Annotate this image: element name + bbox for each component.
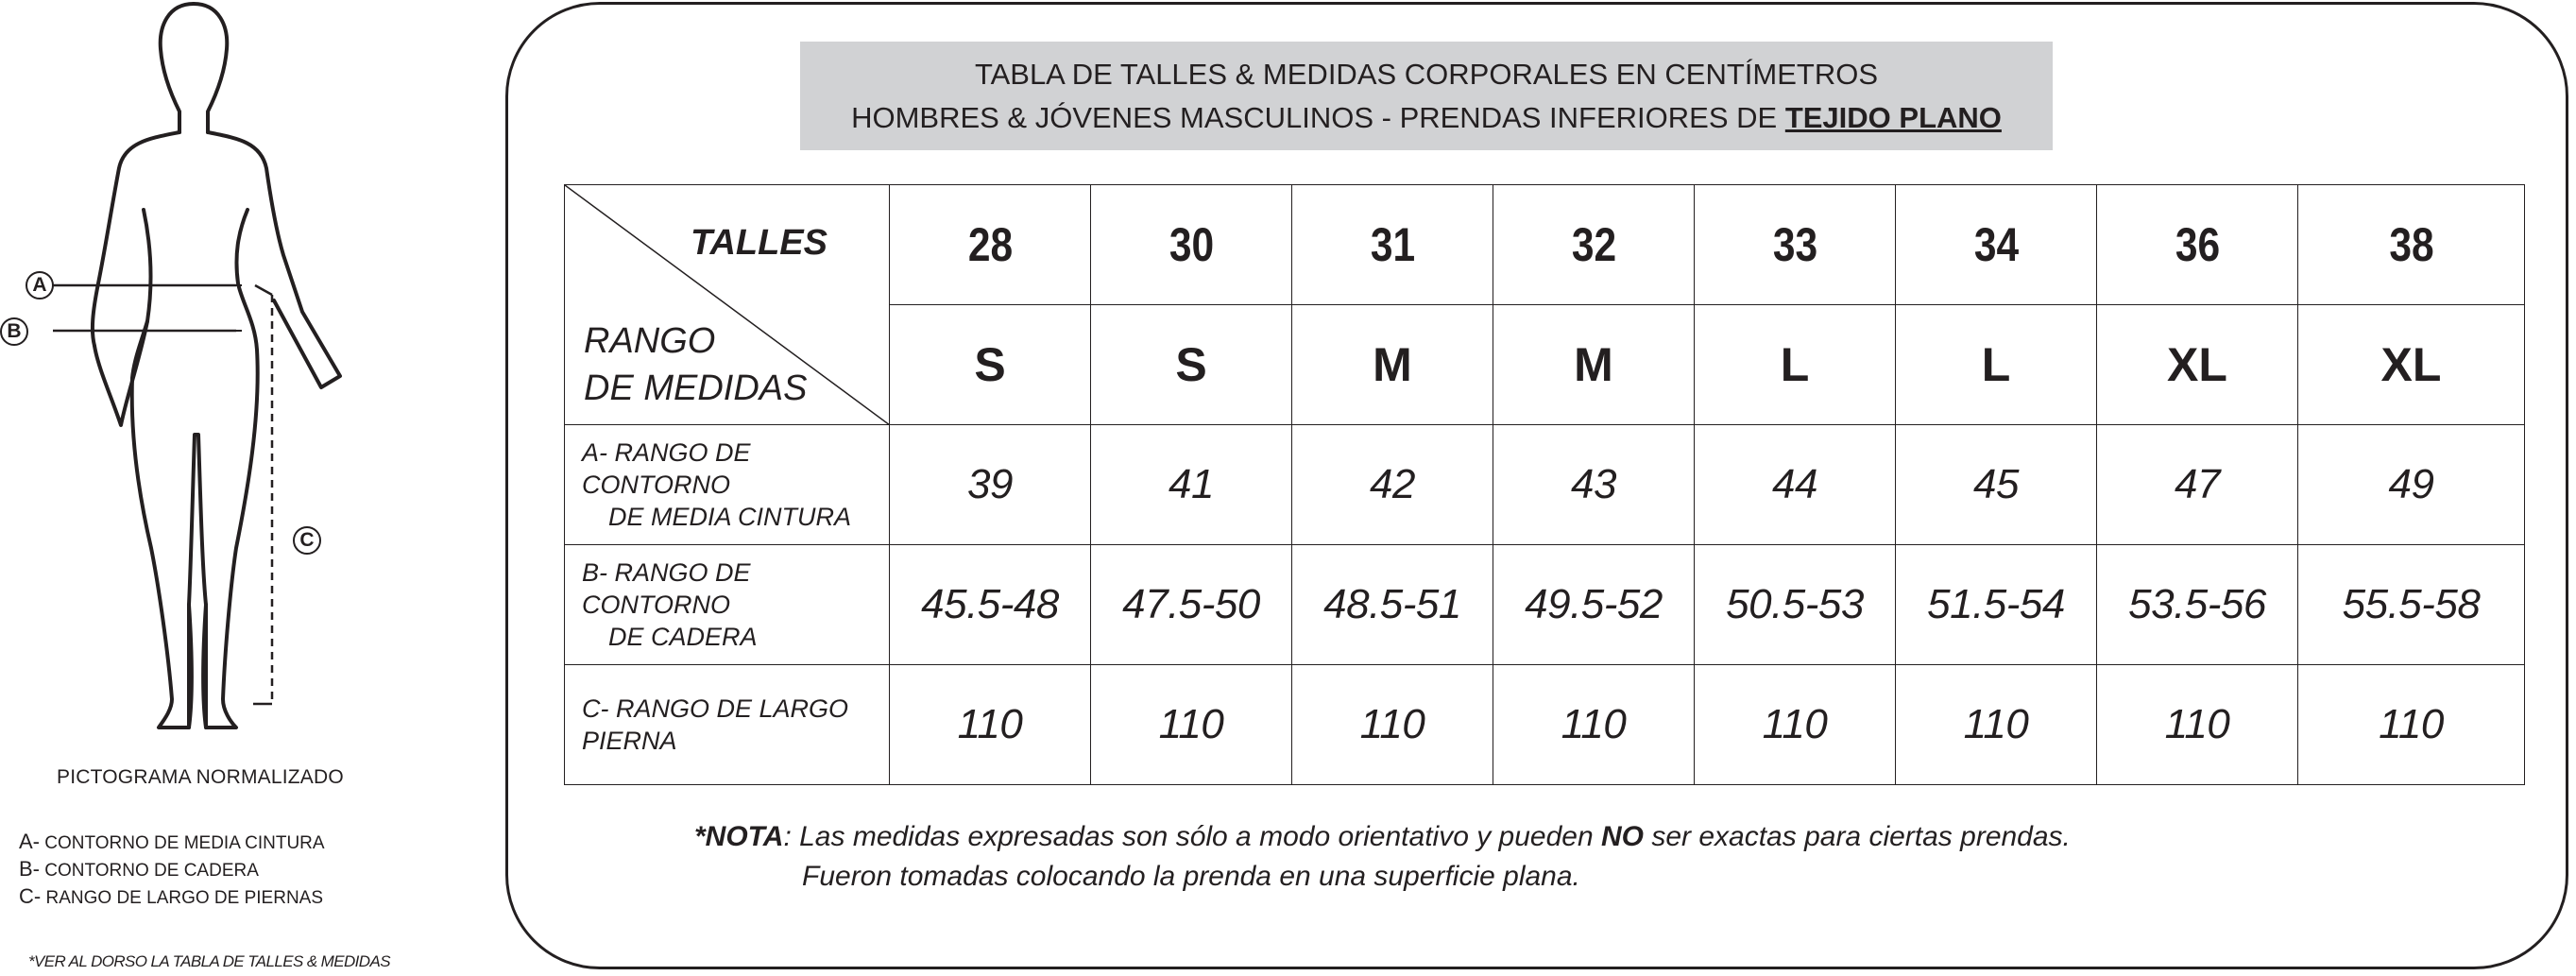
size-number-cell: 38 <box>2315 185 2508 305</box>
measure-cell: 42 <box>1292 425 1493 545</box>
measure-cell: 110 <box>1292 665 1493 785</box>
size-number-cell: 34 <box>1910 185 2081 305</box>
measure-cell: 110 <box>2298 665 2525 785</box>
size-number-cell: 28 <box>904 185 1075 305</box>
corner-rango-label: RANGO DE MEDIDAS <box>584 321 808 408</box>
measure-cell: 47.5-50 <box>1091 545 1292 665</box>
title-line-2: HOMBRES & JÓVENES MASCULINOS - PRENDAS INFERIORES DE TEJIDO PLANO <box>851 101 2002 134</box>
measure-cell: 110 <box>1091 665 1292 785</box>
hip-row-label: B- RANGO DE CONTORNO DE CADERA <box>565 545 890 665</box>
measure-cell: 45 <box>1896 425 2097 545</box>
measure-cell: 110 <box>1896 665 2097 785</box>
measure-cell: 49.5-52 <box>1493 545 1695 665</box>
disclaimer-note <box>694 817 2071 897</box>
measure-cell: 110 <box>1695 665 1896 785</box>
waist-row <box>565 425 2525 545</box>
leg-length-row <box>565 665 2525 785</box>
measure-cell: 47 <box>2097 425 2298 545</box>
measure-cell: 49 <box>2298 425 2525 545</box>
size-letter-cell: M <box>1493 305 1695 425</box>
measure-cell: 39 <box>890 425 1091 545</box>
marker-c: C <box>293 526 321 555</box>
size-letter-cell: M <box>1292 305 1493 425</box>
measure-cell: 45.5-48 <box>890 545 1091 665</box>
measure-cell: 110 <box>2097 665 2298 785</box>
hip-row <box>565 545 2525 665</box>
note-line-1: *NOTA: Las medidas expresadas son sólo a modo orientativo y pueden NO ser exactas para ciertas prendas. <box>694 821 2071 852</box>
leg-length-row-label: C- RANGO DE LARGO PIERNA <box>565 665 890 785</box>
measure-cell: 53.5-56 <box>2097 545 2298 665</box>
size-letter-cell: S <box>890 305 1091 425</box>
size-number-cell: 31 <box>1306 185 1477 305</box>
measure-cell: 51.5-54 <box>1896 545 2097 665</box>
measure-cell: 110 <box>1493 665 1695 785</box>
legend-item-c: C- RANGO DE LARGO DE PIERNAS <box>19 884 324 908</box>
legend-item-a: A- CONTORNO DE MEDIA CINTURA <box>19 830 325 853</box>
size-number-cell: 33 <box>1709 185 1880 305</box>
corner-header <box>565 185 890 425</box>
size-letter-cell: L <box>1896 305 2097 425</box>
pictogram-caption: PICTOGRAMA NORMALIZADO <box>57 766 344 788</box>
legend-item-b: B- CONTORNO DE CADERA <box>19 857 259 881</box>
measure-cell: 110 <box>890 665 1091 785</box>
pictogram-legend <box>19 829 325 911</box>
pictogram-panel <box>0 0 491 976</box>
marker-b: B <box>0 317 28 346</box>
size-letter-cell: L <box>1695 305 1896 425</box>
corner-talles-label: TALLES <box>691 223 827 263</box>
measure-cell: 41 <box>1091 425 1292 545</box>
note-line-2: Fueron tomadas colocando la prenda en una superficie plana. <box>802 861 1580 892</box>
size-letter-cell: XL <box>2097 305 2298 425</box>
size-letter-cell: S <box>1091 305 1292 425</box>
fabric-type: TEJIDO PLANO <box>1784 101 2002 134</box>
size-number-cell: 32 <box>1508 185 1679 305</box>
back-side-footnote: *VER AL DORSO LA TABLA DE TALLES & MEDIDAS <box>28 952 390 970</box>
measure-cell: 44 <box>1695 425 1896 545</box>
size-number-cell: 36 <box>2111 185 2282 305</box>
size-number-cell: 30 <box>1105 185 1276 305</box>
measure-cell: 43 <box>1493 425 1695 545</box>
marker-a: A <box>26 271 54 300</box>
measure-cell: 55.5-58 <box>2298 545 2525 665</box>
measure-cell: 50.5-53 <box>1695 545 1896 665</box>
size-number-row <box>565 185 2525 305</box>
waist-row-label: A- RANGO DE CONTORNO DE MEDIA CINTURA <box>565 425 890 545</box>
title-line-1: TABLA DE TALLES & MEDIDAS CORPORALES EN CENTÍMETROS <box>974 58 1879 91</box>
size-letter-cell: XL <box>2298 305 2525 425</box>
size-table <box>564 184 2525 785</box>
measure-cell: 48.5-51 <box>1292 545 1493 665</box>
chart-title <box>800 42 2053 150</box>
body-figure-icon <box>0 0 491 756</box>
